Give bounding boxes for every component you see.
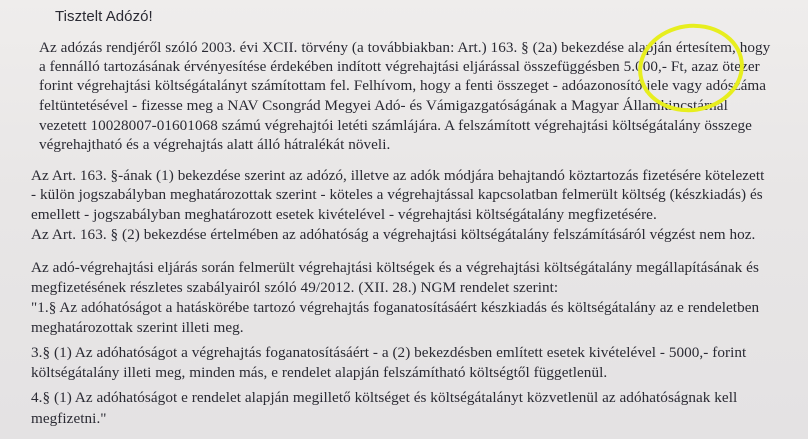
paragraph-2-line-3: emellett - jogszabályban meghatározott esetek kivételével - végrehajtási költségátalány megfizetésére. [31,206,657,223]
paragraph-1-line-6: végrehajtható és a végrehajtás alatt álló hátralékát növeli. [39,136,391,153]
paragraph-2-line-2: - külön jogszabályban meghatározottak szerint - köteles a végrehajtással kapcsolatban felmerült költség (készkiadás) és [31,186,763,203]
paragraph-1-line-3: forint végrehajtási költségátalányt számítottam fel. Felhívom, hogy a fenti összeget - adóazonosító jele vagy adószáma [39,77,767,94]
paragraph-1-line-2: a fennálló tartozásának érvényesítése érdekében indított végrehajtási eljárással összefüggésben 5.000,- Ft, azaz ötezer [39,58,760,75]
paragraph-4-line-1: Az adó-végrehajtási eljárás során felmerült végrehajtási költségek és a végrehajtási költségátalány megállapításának és [31,259,759,276]
paragraph-1-line-1: Az adózás rendjéről szóló 2003. évi XCII. törvény (a továbbiakban: Art.) 163. § (2a) bekezdése alapján értesítem, hogy [39,39,771,56]
paragraph-1-line-4: feltüntetésével - fizesse meg a NAV Csongrád Megyei Adó- és Vámigazgatóságának a Magyar Államkincstárnál [39,97,728,114]
paragraph-1-line-5: vezetett 10028007-01601068 számú végrehajtói letéti számlájára. A felszámított végrehajtási költségátalány összege [39,117,752,134]
paragraph-3-line-1: Az Art. 163. § (2) bekezdése értelmében az adóhatóság a végrehajtási költségátalány felszámításáról végzést nem hoz. [31,226,756,243]
quote-line-1: "1.§ Az adóhatóságot a hatáskörébe tartozó végrehajtás foganatosításáért készkiadás és költségátalány az e rendeletben [31,299,760,316]
quote-line-6: megfizetni." [31,410,107,427]
paragraph-4-line-2: megfizetésének részletes szabályairól szóló 49/2012. (XII. 28.) NGM rendelet szerint: [31,279,559,296]
quote-line-4: költségátalány illeti meg, minden más, e rendelet alapján felszámítható költségtől függetlenül. [31,364,608,381]
quote-line-2: meghatározottak szerint illeti meg. [31,319,244,336]
greeting: Tisztelt Adózó! [55,8,153,25]
quote-line-3: 3.§ (1) Az adóhatóságot a végrehajtás foganatosításáért - a (2) bekezdésben említett esetek kivételével - 5000,- forint [31,344,747,361]
quote-line-5: 4.§ (1) Az adóhatóságot e rendelet alapján megillető költséget és költségátalányt közvetlenül az adóhatóságnak kell [31,389,738,406]
paragraph-2-line-1: Az Art. 163. §-ának (1) bekezdése szerint az adózó, illetve az adók módjára behajtandó köztartozás fizetésére kötelezett [31,167,765,184]
